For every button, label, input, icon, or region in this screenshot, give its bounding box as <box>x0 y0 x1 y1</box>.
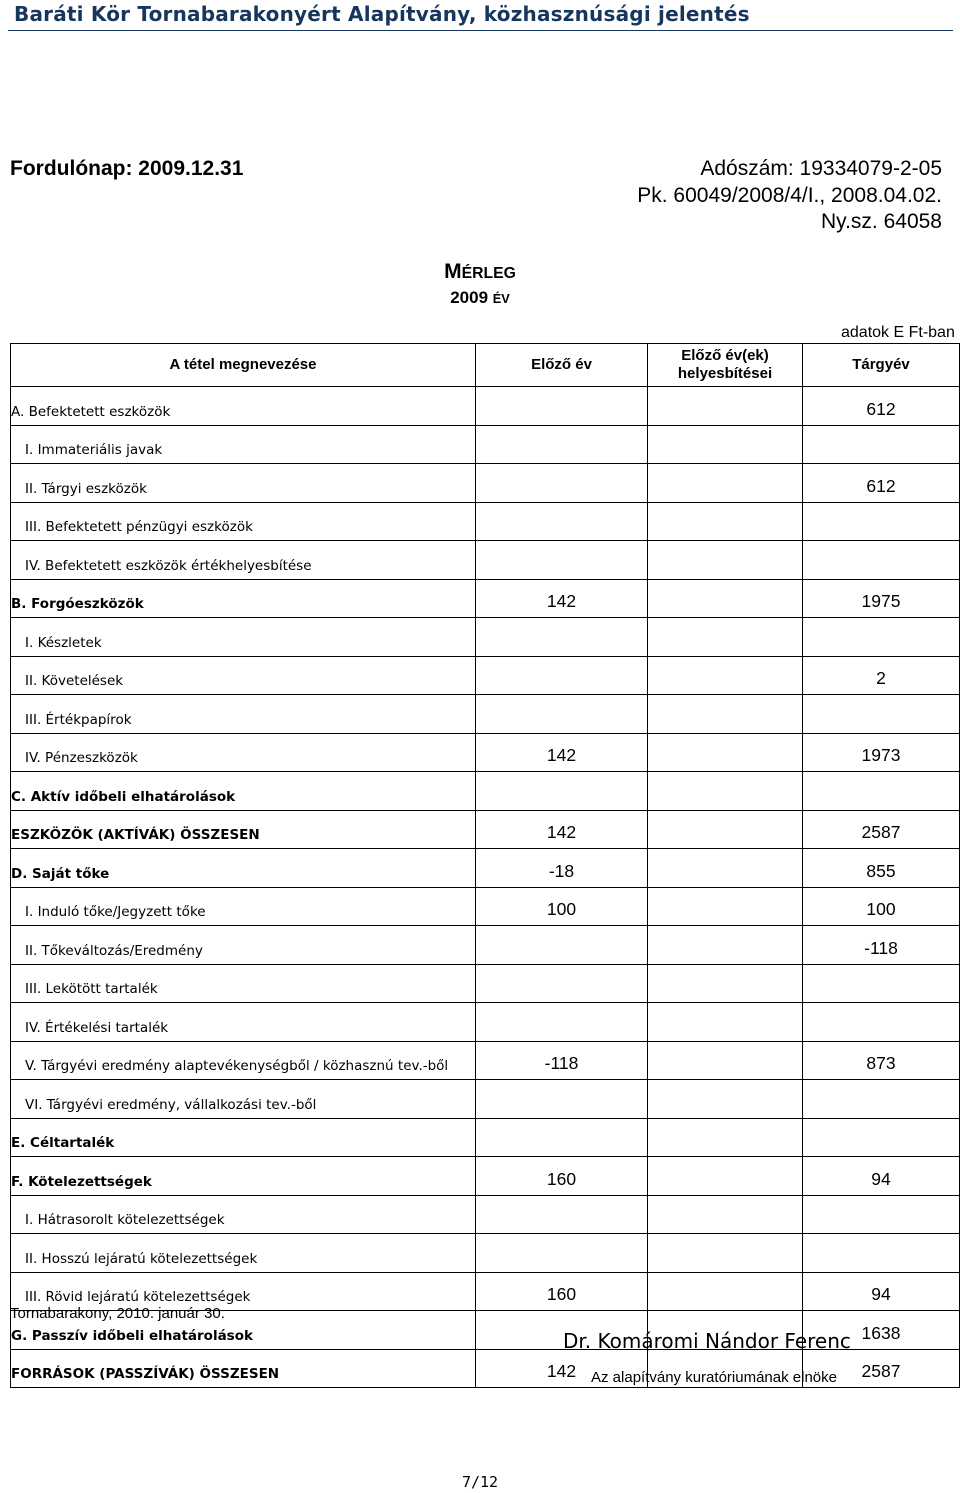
table-row <box>11 772 960 811</box>
row-previous-year <box>476 1003 648 1042</box>
row-previous-year <box>476 502 648 541</box>
row-previous-year <box>476 1118 648 1157</box>
row-label: IV. Értékelési tartalék <box>11 1003 476 1042</box>
row-current-year: 94 <box>803 1157 960 1196</box>
row-current-year <box>803 1118 960 1157</box>
row-label: I. Induló tőke/Jegyzett tőke <box>11 887 476 926</box>
row-previous-year <box>476 964 648 1003</box>
row-previous-year <box>476 656 648 695</box>
row-label: ESZKÖZÖK (AKTÍVÁK) ÖSSZESEN <box>11 810 476 849</box>
row-adjustments <box>648 964 803 1003</box>
header-previous-year: Előző év <box>476 344 648 387</box>
row-label: C. Aktív időbeli elhatárolások <box>11 772 476 811</box>
table-row <box>11 618 960 657</box>
table-row <box>11 695 960 734</box>
row-adjustments <box>648 425 803 464</box>
row-label: B. Forgóeszközök <box>11 579 476 618</box>
row-adjustments <box>648 1080 803 1119</box>
table-header-row <box>11 344 960 387</box>
row-current-year: 1973 <box>803 733 960 772</box>
table-row <box>11 810 960 849</box>
row-label: I. Hátrasorolt kötelezettségek <box>11 1195 476 1234</box>
row-label: III. Befektetett pénzügyi eszközök <box>11 502 476 541</box>
tax-number: Adószám: 19334079-2-05 <box>700 157 942 180</box>
row-adjustments <box>648 772 803 811</box>
table-row <box>11 1041 960 1080</box>
signer-name: Dr. Komáromi Nándor Ferenc <box>563 1329 851 1353</box>
header-adjustments <box>648 344 803 387</box>
registry-number: Ny.sz. 64058 <box>820 210 942 233</box>
table-row <box>11 387 960 426</box>
table-row <box>11 887 960 926</box>
row-current-year: 873 <box>803 1041 960 1080</box>
table-row <box>11 502 960 541</box>
row-label: II. Követelések <box>11 656 476 695</box>
row-adjustments <box>648 695 803 734</box>
header-divider <box>8 30 953 31</box>
row-adjustments <box>648 926 803 965</box>
row-previous-year <box>476 1080 648 1119</box>
header-adjustments-line1: Előző év(ek) <box>681 347 769 364</box>
row-label: IV. Befektetett eszközök értékhelyesbítése <box>11 541 476 580</box>
row-adjustments <box>648 1234 803 1273</box>
table-row <box>11 1003 960 1042</box>
row-previous-year <box>476 541 648 580</box>
row-label: F. Kötelezettségek <box>11 1157 476 1196</box>
row-previous-year: 142 <box>476 1349 648 1388</box>
table-row <box>11 733 960 772</box>
table-row <box>11 541 960 580</box>
row-current-year: 1638 <box>803 1311 960 1350</box>
row-label: D. Saját tőke <box>11 849 476 888</box>
row-adjustments <box>648 810 803 849</box>
row-label: II. Hosszú lejáratú kötelezettségek <box>11 1234 476 1273</box>
row-current-year: 1975 <box>803 579 960 618</box>
table-row <box>11 1234 960 1273</box>
row-adjustments <box>648 541 803 580</box>
row-previous-year: 142 <box>476 579 648 618</box>
row-label: I. Immateriális javak <box>11 425 476 464</box>
place-and-date: Tornabarakony, 2010. január 30. <box>10 1305 225 1322</box>
row-adjustments <box>648 387 803 426</box>
row-previous-year: 160 <box>476 1157 648 1196</box>
row-adjustments <box>648 618 803 657</box>
signer-role: Az alapítvány kuratóriumának elnöke <box>591 1369 837 1386</box>
row-current-year <box>803 502 960 541</box>
subtitle-ev: ÉV <box>492 291 510 306</box>
row-adjustments <box>648 579 803 618</box>
balance-date: Fordulónap: 2009.12.31 <box>10 157 244 180</box>
title-initial: M <box>444 260 462 283</box>
document-title <box>0 260 960 284</box>
row-previous-year: 142 <box>476 733 648 772</box>
row-adjustments <box>648 1118 803 1157</box>
row-previous-year <box>476 1195 648 1234</box>
row-current-year <box>803 695 960 734</box>
court-registration: Pk. 60049/2008/4/I., 2008.04.02. <box>637 184 942 207</box>
header-adjustments-line2: helyesbítései <box>677 365 773 382</box>
table-row <box>11 579 960 618</box>
row-previous-year: 160 <box>476 1272 648 1311</box>
row-previous-year <box>476 464 648 503</box>
row-current-year <box>803 1003 960 1042</box>
row-current-year: 94 <box>803 1272 960 1311</box>
row-label: V. Tárgyévi eredmény alaptevékenységből / közhasznú tev.-ből <box>11 1041 476 1080</box>
row-current-year: 2587 <box>803 1349 960 1388</box>
page-number: 7/12 <box>461 1473 499 1491</box>
row-previous-year <box>476 425 648 464</box>
row-previous-year <box>476 618 648 657</box>
row-current-year: 2587 <box>803 810 960 849</box>
unit-note: adatok E Ft-ban <box>841 324 955 341</box>
row-current-year <box>803 1234 960 1273</box>
subtitle-year: 2009 <box>450 288 493 307</box>
row-current-year: 855 <box>803 849 960 888</box>
row-current-year <box>803 541 960 580</box>
row-current-year: 100 <box>803 887 960 926</box>
row-previous-year <box>476 772 648 811</box>
row-current-year: 2 <box>803 656 960 695</box>
document-subtitle <box>0 288 960 308</box>
row-current-year <box>803 1195 960 1234</box>
table-row <box>11 926 960 965</box>
table-row <box>11 464 960 503</box>
row-label: I. Készletek <box>11 618 476 657</box>
row-label: IV. Pénzeszközök <box>11 733 476 772</box>
row-label: A. Befektetett eszközök <box>11 387 476 426</box>
row-previous-year: -118 <box>476 1041 648 1080</box>
row-adjustments <box>648 1041 803 1080</box>
title-rest: ÉRLEG <box>461 265 516 282</box>
table-row <box>11 1118 960 1157</box>
table-row <box>11 1157 960 1196</box>
row-current-year <box>803 1080 960 1119</box>
row-label: II. Tárgyi eszközök <box>11 464 476 503</box>
row-previous-year <box>476 1234 648 1273</box>
row-previous-year <box>476 387 648 426</box>
row-label: FORRÁSOK (PASSZÍVÁK) ÖSSZESEN <box>11 1349 476 1388</box>
row-label: III. Értékpapírok <box>11 695 476 734</box>
row-current-year <box>803 425 960 464</box>
row-current-year <box>803 772 960 811</box>
row-previous-year: -18 <box>476 849 648 888</box>
row-label: II. Tőkeváltozás/Eredmény <box>11 926 476 965</box>
table-row <box>11 1195 960 1234</box>
row-previous-year: 142 <box>476 810 648 849</box>
row-adjustments <box>648 733 803 772</box>
row-current-year: -118 <box>803 926 960 965</box>
row-current-year <box>803 618 960 657</box>
row-current-year <box>803 964 960 1003</box>
row-current-year: 612 <box>803 464 960 503</box>
table-row <box>11 849 960 888</box>
row-label: G. Passzív időbeli elhatárolások <box>11 1311 476 1350</box>
row-adjustments <box>648 1157 803 1196</box>
balance-sheet-table <box>10 343 960 1388</box>
row-adjustments <box>648 1272 803 1311</box>
document-header-title: Baráti Kör Tornabarakonyért Alapítvány, közhasznúsági jelentés <box>14 2 750 26</box>
row-previous-year: 100 <box>476 887 648 926</box>
row-adjustments <box>648 1003 803 1042</box>
row-previous-year <box>476 926 648 965</box>
row-adjustments <box>648 1195 803 1234</box>
row-adjustments <box>648 464 803 503</box>
table-row <box>11 1080 960 1119</box>
table-row <box>11 425 960 464</box>
row-adjustments <box>648 502 803 541</box>
row-label: VI. Tárgyévi eredmény, vállalkozási tev.-ből <box>11 1080 476 1119</box>
row-adjustments <box>648 656 803 695</box>
row-adjustments <box>648 887 803 926</box>
header-current-year: Tárgyév <box>803 344 960 387</box>
row-label: III. Rövid lejáratú kötelezettségek <box>11 1272 476 1311</box>
table-row <box>11 656 960 695</box>
row-current-year: 612 <box>803 387 960 426</box>
row-label: III. Lekötött tartalék <box>11 964 476 1003</box>
table-row <box>11 964 960 1003</box>
row-previous-year <box>476 695 648 734</box>
row-adjustments <box>648 849 803 888</box>
header-item-name: A tétel megnevezése <box>11 344 476 387</box>
row-label: E. Céltartalék <box>11 1118 476 1157</box>
